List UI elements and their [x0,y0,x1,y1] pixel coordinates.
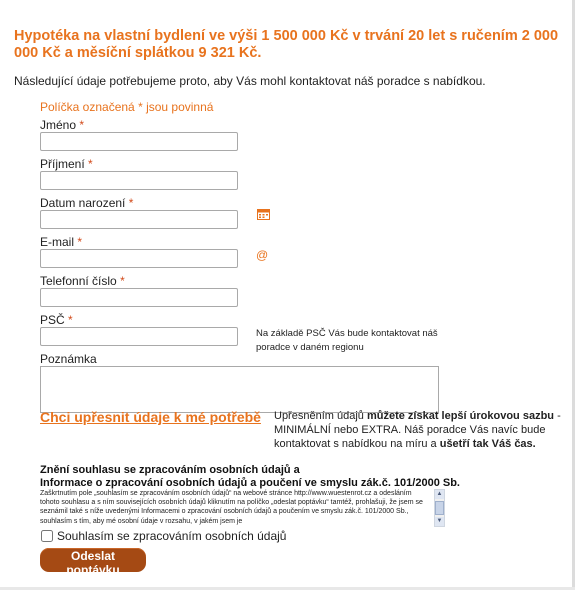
refine-description: Upřesněním údajů můžete získat lepší úrokovou sazbu - MINIMÁLNÍ nebo EXTRA. Náš poradce Vás navíc bude kontaktovat s nabídkou na míru a ušetří tak Váš čas. [274,410,561,450]
phone-input[interactable] [40,288,238,307]
birth-date-label: Datum narození * [40,196,134,210]
scroll-down-arrow-icon[interactable]: ▼ [436,518,443,524]
intro-text: Následující údaje potřebujeme proto, aby Vás mohl kontaktovat náš poradce s nabídkou. [14,74,486,88]
birth-date-input[interactable] [40,210,238,229]
refine-details-link[interactable]: Chci upřesnit údaje k mé potřebě [40,409,261,425]
required-asterisk: * [120,274,125,288]
consent-text-box[interactable]: Zaškrtnutím pole „souhlasím se zpracováním osobních údajů“ na webové stránce http://www.wuestenrot.cz a odesláním tohoto souhlasu a s ním souvisejících osobních údajů kliknutím na políčko „odeslat poptávku“ tamtéž, prohlašuji, že jsem se seznámil také s níže uvedenými Informacemi o zpracování osobních údajů a poučením ve smyslu zák.č. 101/2000 Sb., souhlasím s tím, aby mé osobní údaje v rozsahu, v jakém jsem je [40,490,423,525]
consent-agree-row[interactable] [40,529,286,543]
required-asterisk: * [77,235,83,249]
psc-label: PSČ * [40,313,73,327]
scroll-up-arrow-icon[interactable]: ▲ [436,491,443,497]
required-asterisk: * [68,313,73,327]
email-input[interactable] [40,249,238,268]
calendar-icon[interactable] [257,209,270,220]
phone-label: Telefonní číslo * [40,274,125,288]
first-name-input[interactable] [40,132,238,151]
mortgage-headline: Hypotéka na vlastní bydlení ve výši 1 500 000 Kč v trvání 20 let s ručením 2 000 000 Kč a měsíční splátkou 9 321 Kč. [14,28,559,61]
consent-checkbox[interactable] [41,530,53,542]
consent-scrollbar[interactable] [434,489,445,527]
scroll-thumb[interactable] [435,501,444,515]
required-fields-note: Políčka označená * jsou povinná [40,100,214,114]
consent-title: Znění souhlasu se zpracováním osobních údajů a Informace o zpracování osobních údajů a poučení ve smyslu zák.č. 101/2000 Sb. [40,464,460,489]
note-label: Poznámka [40,352,97,366]
last-name-label: Příjmení * [40,157,93,171]
note-textarea[interactable] [40,366,439,413]
email-label: E-mail * [40,235,83,249]
required-asterisk: * [79,118,85,132]
consent-checkbox-label: Souhlasím se zpracováním osobních údajů [57,529,287,543]
psc-hint: Na základě PSČ Vás bude kontaktovat náš poradce v daném regionu [256,328,438,353]
first-name-label: Jméno * [40,118,85,132]
required-asterisk: * [88,157,93,171]
psc-input[interactable] [40,327,238,346]
at-icon: @ [256,248,269,262]
last-name-input[interactable] [40,171,238,190]
submit-request-button[interactable]: Odeslat poptávku [40,548,146,572]
required-asterisk: * [128,196,134,210]
